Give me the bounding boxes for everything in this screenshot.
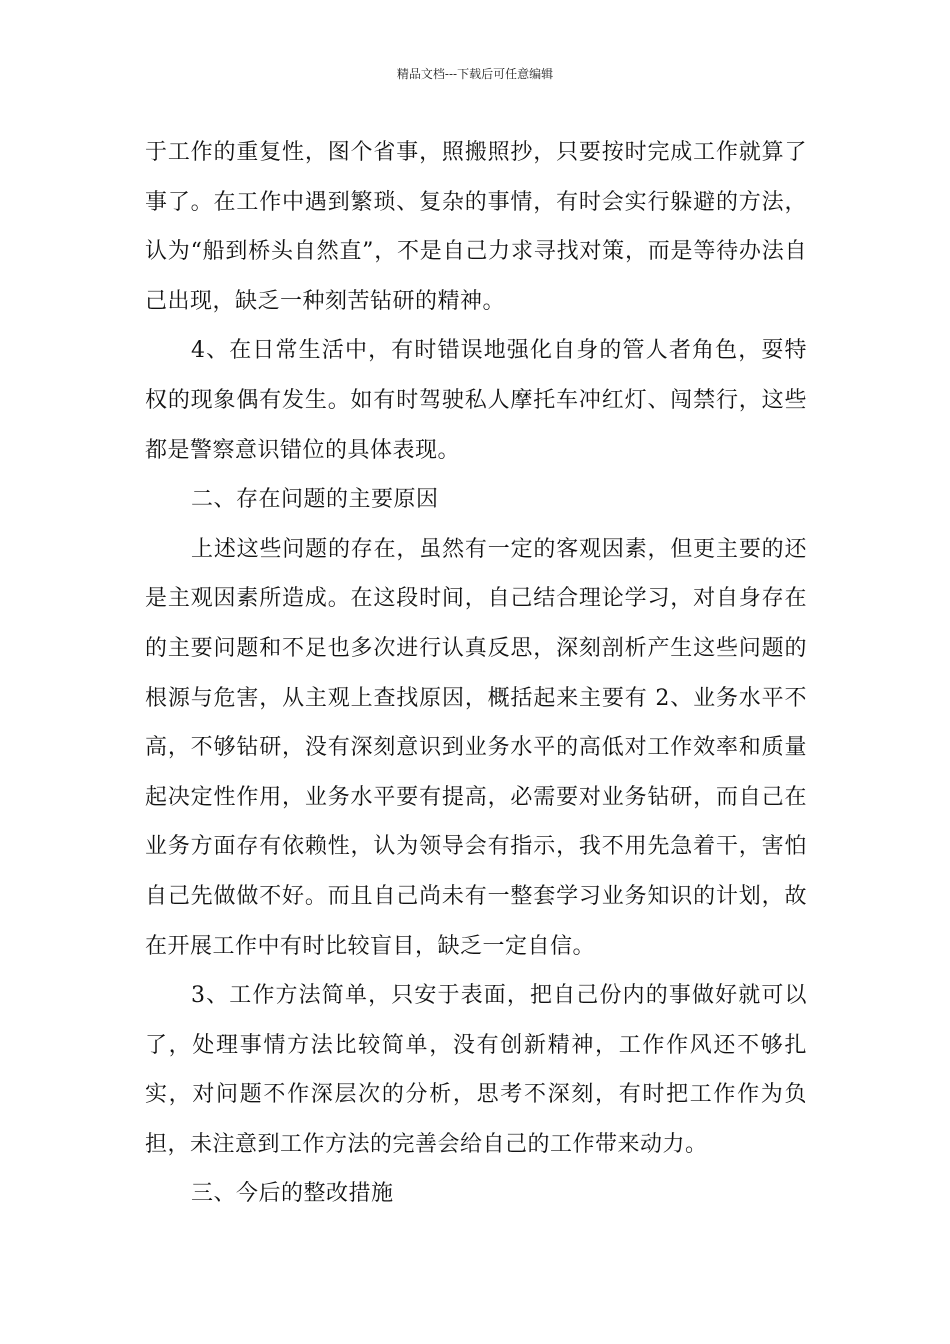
section-heading-measures: 三、今后的整改措施 [191, 1181, 394, 1207]
paragraph-item-3: 3、工作方法简单，只安于表面，把自己份内的事做好就可以了，处理事情方法比较简单，没有创新精神，工作作风还不够扎实，对问题不作深层次的分析，思考不深刻，有时把工作作为负担，未注意到工作方法的完善会给自己的工作带来动力。 [145, 983, 807, 1157]
paragraph-item-4: 4、在日常生活中，有时错误地强化自身的管人者角色，耍特权的现象偶有发生。如有时驾驶私人摩托车冲红灯、闯禁行，这些都是警察意识错位的具体表现。 [145, 338, 807, 463]
paragraph-causes: 上述这些问题的存在，虽然有一定的客观因素，但更主要的还是主观因素所造成。在这段时间，自己结合理论学习，对自身存在的主要问题和不足也多次进行认真反思，深刻剖析产生这些问题的根源与危害，从主观上查找原因，概括起来主要有 2、业务水平不高，不够钻研，没有深刻意识到业务水平的高低对工作效率和质量起决定性作用，业务水平要有提高，必需要对业务钻研，而自己在业务方面存有依赖性，认为领导会有指示，我不用先急着干，害怕自己先做做不好。而且自己尚未有一整套学习业务知识的计划，故在开展工作中有时比较盲目，缺乏一定自信。 [145, 536, 807, 959]
document-body [145, 128, 807, 1219]
page-header: 精品文档---下载后可任意编辑 [396, 67, 554, 81]
paragraph-continuation: 于工作的重复性，图个省事，照搬照抄，只要按时完成工作就算了事了。在工作中遇到繁琐、复杂的事情，有时会实行躲避的方法，认为“船到桥头自然直”，不是自己力求寻找对策，而是等待办法自己出现，缺乏一种刻苦钻研的精神。 [145, 140, 807, 314]
section-heading-causes: 二、存在问题的主要原因 [191, 487, 439, 513]
